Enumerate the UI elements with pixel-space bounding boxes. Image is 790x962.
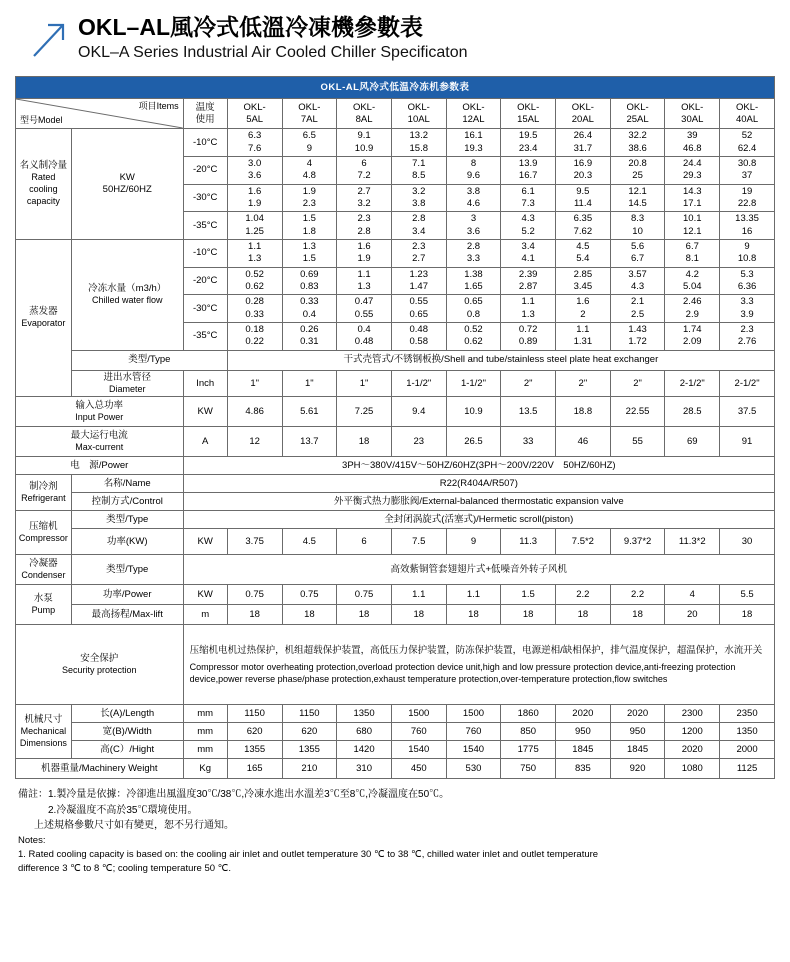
dim-height-15AL: 1775 <box>501 741 556 759</box>
model-col-8AL: OKL- 8AL <box>337 99 392 129</box>
diameter-20AL: 2" <box>556 370 611 397</box>
refrigerant-control-row <box>16 493 775 511</box>
input-power-40AL: 37.5 <box>720 397 775 427</box>
power-supply-row <box>16 457 775 475</box>
model-col-20AL: OKL- 20AL <box>556 99 611 129</box>
evap--10-7AL: 1.3 1.5 <box>282 239 337 267</box>
power-supply-value: 3PH～380V/415V～50HZ/60HZ(3PH～200V/220V 50HZ/60HZ) <box>183 457 774 475</box>
compressor-power-15AL: 11.3 <box>501 529 556 555</box>
dim-length-30AL: 2300 <box>665 705 720 723</box>
evap-diameter-row <box>16 370 775 397</box>
evap-type-label: 类型/Type <box>71 350 227 370</box>
refrigerant-name-value: R22(R404A/R507) <box>183 475 774 493</box>
dim-length-20AL: 2020 <box>556 705 611 723</box>
safety-text-cn: 压缩机电机过热保护，机组超载保护装置，高低压力保护装置，防冻保护装置，电源逆相/缺相保护，排气温度保护，超温保护，水流开关 <box>189 645 763 656</box>
evap--35-10AL: 0.48 0.58 <box>391 323 446 351</box>
pump-lift-30AL: 20 <box>665 605 720 625</box>
diameter-12AL: 1-1/2" <box>446 370 501 397</box>
dim-height-30AL: 2020 <box>665 741 720 759</box>
evap--20-20AL: 2.85 3.45 <box>556 267 611 295</box>
weight-40AL: 1125 <box>720 759 775 779</box>
cooling--35-30AL: 10.1 12.1 <box>665 212 720 240</box>
dim-length-10AL: 1500 <box>391 705 446 723</box>
pump-lift-8AL: 18 <box>337 605 392 625</box>
model-col-10AL: OKL- 10AL <box>391 99 446 129</box>
input-power-30AL: 28.5 <box>665 397 720 427</box>
evap--20-12AL: 1.38 1.65 <box>446 267 501 295</box>
cooling-temp--30: -30°C <box>183 184 227 212</box>
pump-power-unit: KW <box>183 585 227 605</box>
evap--30-40AL: 3.3 3.9 <box>720 295 775 323</box>
compressor-power-row <box>16 529 775 555</box>
evap--10-12AL: 2.8 3.3 <box>446 239 501 267</box>
dim-height-8AL: 1420 <box>337 741 392 759</box>
dim-height-row <box>16 741 775 759</box>
max-current-7AL: 13.7 <box>282 427 337 457</box>
pump-power-5AL: 0.75 <box>227 585 282 605</box>
diameter-5AL: 1" <box>227 370 282 397</box>
cooling-temp--35: -35°C <box>183 212 227 240</box>
note-line-1: 備註：1.製冷量是依據：冷卻進出風溫度30℃/38℃,冷凍水進出水溫差3℃至8℃,冷凝溫度在50℃。 <box>18 789 450 801</box>
evap--10-25AL: 5.6 6.7 <box>610 239 665 267</box>
weight-8AL: 310 <box>337 759 392 779</box>
dim-height-40AL: 2000 <box>720 741 775 759</box>
cooling--20-15AL: 13.9 16.7 <box>501 156 556 184</box>
cooling--20-8AL: 6 7.2 <box>337 156 392 184</box>
weight-25AL: 920 <box>610 759 665 779</box>
compressor-power-unit: KW <box>183 529 227 555</box>
input-power-row <box>16 397 775 427</box>
input-power-15AL: 13.5 <box>501 397 556 427</box>
diameter-25AL: 2" <box>610 370 665 397</box>
cooling--10-12AL: 16.1 19.3 <box>446 129 501 157</box>
model-header-row <box>16 99 775 129</box>
evap-type-row <box>16 350 775 370</box>
dim-height-name: 高(C）/Hight <box>71 741 183 759</box>
max-current-label: 最大运行电流 Max-current <box>16 427 184 457</box>
compressor-power-12AL: 9 <box>446 529 501 555</box>
dim-width-unit: mm <box>183 723 227 741</box>
refrigerant-control-label: 控制方式/Control <box>71 493 183 511</box>
cooling--10-40AL: 52 62.4 <box>720 129 775 157</box>
dim-length-unit: mm <box>183 705 227 723</box>
cooling--20-20AL: 16.9 20.3 <box>556 156 611 184</box>
compressor-power-20AL: 7.5*2 <box>556 529 611 555</box>
chilled-water-flow-label: 冷冻水量（m3/h） Chilled water flow <box>71 239 183 350</box>
pump-label: 水泵 Pump <box>16 585 72 625</box>
pump-lift-10AL: 18 <box>391 605 446 625</box>
weight-5AL: 165 <box>227 759 282 779</box>
cooling--35-8AL: 2.3 2.8 <box>337 212 392 240</box>
dim-width-name: 宽(B)/Width <box>71 723 183 741</box>
evap--10-30AL: 6.7 8.1 <box>665 239 720 267</box>
dim-length-5AL: 1150 <box>227 705 282 723</box>
cooling-temp--20: -20°C <box>183 156 227 184</box>
evap--35-25AL: 1.43 1.72 <box>610 323 665 351</box>
evap--20-15AL: 2.39 2.87 <box>501 267 556 295</box>
cooling--10-7AL: 6.5 9 <box>282 129 337 157</box>
cooling--35-15AL: 4.3 5.2 <box>501 212 556 240</box>
max-current-10AL: 23 <box>391 427 446 457</box>
compressor-power-8AL: 6 <box>337 529 392 555</box>
dim-width-20AL: 950 <box>556 723 611 741</box>
cooling--30-20AL: 9.5 11.4 <box>556 184 611 212</box>
compressor-power-7AL: 4.5 <box>282 529 337 555</box>
pump-power-row <box>16 585 775 605</box>
refrigerant-name-row <box>16 475 775 493</box>
pump-power-label: 功率/Power <box>71 585 183 605</box>
diameter-7AL: 1" <box>282 370 337 397</box>
compressor-power-25AL: 9.37*2 <box>610 529 665 555</box>
evap-temp--30: -30°C <box>183 295 227 323</box>
max-current-row <box>16 427 775 457</box>
compressor-label: 压缩机 Compressor <box>16 511 72 555</box>
weight-unit: Kg <box>183 759 227 779</box>
cooling--30-5AL: 1.6 1.9 <box>227 184 282 212</box>
pump-lift-20AL: 18 <box>556 605 611 625</box>
weight-15AL: 750 <box>501 759 556 779</box>
dim-width-15AL: 850 <box>501 723 556 741</box>
weight-20AL: 835 <box>556 759 611 779</box>
model-col-30AL: OKL- 30AL <box>665 99 720 129</box>
compressor-power-30AL: 11.3*2 <box>665 529 720 555</box>
max-current-12AL: 26.5 <box>446 427 501 457</box>
compressor-power-40AL: 30 <box>720 529 775 555</box>
pump-lift-5AL: 18 <box>227 605 282 625</box>
power-supply-label: 电 源/Power <box>16 457 184 475</box>
cooling--30-25AL: 12.1 14.5 <box>610 184 665 212</box>
cooling--20-5AL: 3.0 3.6 <box>227 156 282 184</box>
safety-content <box>183 625 774 705</box>
dim-width-25AL: 950 <box>610 723 665 741</box>
weight-12AL: 530 <box>446 759 501 779</box>
model-col-5AL: OKL- 5AL <box>227 99 282 129</box>
dim-width-row <box>16 723 775 741</box>
dim-length-40AL: 2350 <box>720 705 775 723</box>
evap--30-5AL: 0.28 0.33 <box>227 295 282 323</box>
pump-lift-row <box>16 605 775 625</box>
cooling--10-8AL: 9.1 10.9 <box>337 129 392 157</box>
evap--20-10AL: 1.23 1.47 <box>391 267 446 295</box>
pump-lift-25AL: 18 <box>610 605 665 625</box>
safety-label: 安全保护 Security protection <box>16 625 184 705</box>
weight-label: 机器重量/Machinery Weight <box>16 759 184 779</box>
evaporator-label: 蒸发器 Evaporator <box>16 239 72 397</box>
evap--30-8AL: 0.47 0.55 <box>337 295 392 323</box>
evap--10-40AL: 9 10.8 <box>720 239 775 267</box>
safety-row <box>16 625 775 705</box>
evap--20-25AL: 3.57 4.3 <box>610 267 665 295</box>
pump-lift-unit: m <box>183 605 227 625</box>
condenser-row <box>16 555 775 585</box>
evap--35-12AL: 0.52 0.62 <box>446 323 501 351</box>
note-line-2: 2.冷凝溫度不高於35℃環境使用。 <box>48 804 198 816</box>
cooling--30-15AL: 6.1 7.3 <box>501 184 556 212</box>
cooling--35-12AL: 3 3.6 <box>446 212 501 240</box>
arrow-up-right-icon <box>26 16 72 62</box>
dim-width-40AL: 1350 <box>720 723 775 741</box>
cooling--20-40AL: 30.8 37 <box>720 156 775 184</box>
max-current-30AL: 69 <box>665 427 720 457</box>
compressor-type-label: 类型/Type <box>71 511 183 529</box>
dim-length-name: 长(A)/Length <box>71 705 183 723</box>
diameter-8AL: 1" <box>337 370 392 397</box>
cooling--35-10AL: 2.8 3.4 <box>391 212 446 240</box>
evap--30-30AL: 2.46 2.9 <box>665 295 720 323</box>
cooling--20-30AL: 24.4 29.3 <box>665 156 720 184</box>
model-col-40AL: OKL- 40AL <box>720 99 775 129</box>
dim-width-8AL: 680 <box>337 723 392 741</box>
pump-power-30AL: 4 <box>665 585 720 605</box>
note-line-4: Notes: <box>18 834 46 846</box>
cooling--35-5AL: 1.04 1.25 <box>227 212 282 240</box>
evap-temp--35: -35°C <box>183 323 227 351</box>
cooling-row--10 <box>16 129 775 157</box>
cooling--10-10AL: 13.2 15.8 <box>391 129 446 157</box>
dim-height-25AL: 1845 <box>610 741 665 759</box>
pump-power-40AL: 5.5 <box>720 585 775 605</box>
evap--20-40AL: 5.3 6.36 <box>720 267 775 295</box>
page-title <box>72 14 468 64</box>
evap--30-12AL: 0.65 0.8 <box>446 295 501 323</box>
dim-height-7AL: 1355 <box>282 741 337 759</box>
banner-title: OKL-AL风冷式低温冷冻机参数表 <box>16 77 775 99</box>
weight-row <box>16 759 775 779</box>
cooling--20-10AL: 7.1 8.5 <box>391 156 446 184</box>
cooling--30-8AL: 2.7 3.2 <box>337 184 392 212</box>
max-current-unit: A <box>183 427 227 457</box>
note-line-3: 上述規格參數尺寸如有變更，恕不另行通知。 <box>34 820 234 832</box>
cooling--10-25AL: 32.2 38.6 <box>610 129 665 157</box>
diameter-10AL: 1-1/2" <box>391 370 446 397</box>
evap--10-20AL: 4.5 5.4 <box>556 239 611 267</box>
weight-7AL: 210 <box>282 759 337 779</box>
dim-height-12AL: 1540 <box>446 741 501 759</box>
pump-power-12AL: 1.1 <box>446 585 501 605</box>
pump-power-8AL: 0.75 <box>337 585 392 605</box>
cooling--10-20AL: 26.4 31.7 <box>556 129 611 157</box>
input-power-8AL: 7.25 <box>337 397 392 427</box>
cooling--35-40AL: 13.35 16 <box>720 212 775 240</box>
evap--35-7AL: 0.26 0.31 <box>282 323 337 351</box>
evap--20-8AL: 1.1 1.3 <box>337 267 392 295</box>
evap--35-15AL: 0.72 0.89 <box>501 323 556 351</box>
evap--10-5AL: 1.1 1.3 <box>227 239 282 267</box>
compressor-power-label: 功率(KW) <box>71 529 183 555</box>
diameter-label: 进出水管径 Diameter <box>71 370 183 397</box>
evap-temp--10: -10°C <box>183 239 227 267</box>
max-current-15AL: 33 <box>501 427 556 457</box>
pump-power-10AL: 1.1 <box>391 585 446 605</box>
dim-height-10AL: 1540 <box>391 741 446 759</box>
evap--10-15AL: 3.4 4.1 <box>501 239 556 267</box>
evap--30-25AL: 2.1 2.5 <box>610 295 665 323</box>
max-current-8AL: 18 <box>337 427 392 457</box>
input-power-12AL: 10.9 <box>446 397 501 427</box>
evap--20-30AL: 4.2 5.04 <box>665 267 720 295</box>
cooling--35-25AL: 8.3 10 <box>610 212 665 240</box>
input-power-unit: KW <box>183 397 227 427</box>
note-line-5: 1. Rated cooling capacity is based on: the cooling air inlet and outlet temperature 30 ℃ to 38 ℃, chilled water inlet and outlet temperature <box>18 849 599 861</box>
evap-row--10 <box>16 239 775 267</box>
cooling-unit: KW 50HZ/60HZ <box>71 129 183 240</box>
evap--35-8AL: 0.4 0.48 <box>337 323 392 351</box>
diameter-15AL: 2" <box>501 370 556 397</box>
dim-width-5AL: 620 <box>227 723 282 741</box>
cooling--20-7AL: 4 4.8 <box>282 156 337 184</box>
model-col-12AL: OKL- 12AL <box>446 99 501 129</box>
evap--35-40AL: 2.3 2.76 <box>720 323 775 351</box>
evap--35-30AL: 1.74 2.09 <box>665 323 720 351</box>
page-header <box>0 0 790 72</box>
max-current-25AL: 55 <box>610 427 665 457</box>
compressor-power-10AL: 7.5 <box>391 529 446 555</box>
safety-text-en: Compressor motor overheating protection,overload protection device unit,high and low pressure protection device,anti-freezing protection device,power reverse phase/phase protection,exhaust temperature protection,over-temperature protection,flow switches <box>189 661 736 685</box>
pump-lift-label: 最高扬程/Max-lift <box>71 605 183 625</box>
max-current-20AL: 46 <box>556 427 611 457</box>
corner-items-label: 项目Items <box>138 101 179 112</box>
evap--35-20AL: 1.1 1.31 <box>556 323 611 351</box>
refrigerant-name-label: 名称/Name <box>71 475 183 493</box>
input-power-20AL: 18.8 <box>556 397 611 427</box>
cooling--30-10AL: 3.2 3.8 <box>391 184 446 212</box>
evap--35-5AL: 0.18 0.22 <box>227 323 282 351</box>
pump-power-7AL: 0.75 <box>282 585 337 605</box>
input-power-25AL: 22.55 <box>610 397 665 427</box>
evap--20-5AL: 0.52 0.62 <box>227 267 282 295</box>
compressor-type-row <box>16 511 775 529</box>
cooling--30-12AL: 3.8 4.6 <box>446 184 501 212</box>
weight-10AL: 450 <box>391 759 446 779</box>
cooling--35-20AL: 6.35 7.62 <box>556 212 611 240</box>
notes-block <box>18 787 772 876</box>
max-current-40AL: 91 <box>720 427 775 457</box>
dim-length-12AL: 1500 <box>446 705 501 723</box>
specification-table <box>15 76 775 779</box>
evap--30-20AL: 1.6 2 <box>556 295 611 323</box>
model-col-25AL: OKL- 25AL <box>610 99 665 129</box>
dim-height-20AL: 1845 <box>556 741 611 759</box>
cooling--30-40AL: 19 22.8 <box>720 184 775 212</box>
evap-type-value: 干式壳管式/不锈钢板换/Shell and tube/stainless steel plate heat exchanger <box>227 350 774 370</box>
dim-height-5AL: 1355 <box>227 741 282 759</box>
dim-length-25AL: 2020 <box>610 705 665 723</box>
evap--10-8AL: 1.6 1.9 <box>337 239 392 267</box>
model-col-15AL: OKL- 15AL <box>501 99 556 129</box>
evap--30-15AL: 1.1 1.3 <box>501 295 556 323</box>
table-banner-row <box>16 77 775 99</box>
diameter-40AL: 2-1/2" <box>720 370 775 397</box>
condenser-type-label: 类型/Type <box>71 555 183 585</box>
note-line-6: difference 3 ℃ to 8 ℃; cooling temperature 50 ℃. <box>18 863 231 875</box>
pump-power-25AL: 2.2 <box>610 585 665 605</box>
diameter-unit: Inch <box>183 370 227 397</box>
corner-header <box>16 99 184 129</box>
title-cn: OKL–AL風冷式低溫冷凍機參數表 <box>78 14 423 40</box>
refrigerant-label: 制冷剂 Refrigerant <box>16 475 72 511</box>
input-power-label: 输入总功率 Input Power <box>16 397 184 427</box>
compressor-power-5AL: 3.75 <box>227 529 282 555</box>
cooling--10-15AL: 19.5 23.4 <box>501 129 556 157</box>
cooling--30-7AL: 1.9 2.3 <box>282 184 337 212</box>
pump-lift-7AL: 18 <box>282 605 337 625</box>
dim-length-15AL: 1860 <box>501 705 556 723</box>
pump-lift-15AL: 18 <box>501 605 556 625</box>
refrigerant-control-value: 外平衡式热力膨胀阀/External-balanced thermostatic expansion valve <box>183 493 774 511</box>
evap--10-10AL: 2.3 2.7 <box>391 239 446 267</box>
cooling-temp--10: -10°C <box>183 129 227 157</box>
pump-power-20AL: 2.2 <box>556 585 611 605</box>
cooling--20-25AL: 20.8 25 <box>610 156 665 184</box>
evap--30-10AL: 0.55 0.65 <box>391 295 446 323</box>
condenser-label: 冷凝器 Condenser <box>16 555 72 585</box>
dim-width-30AL: 1200 <box>665 723 720 741</box>
title-en: OKL–A Series Industrial Air Cooled Chiller Specificaton <box>78 44 468 62</box>
evap--20-7AL: 0.69 0.83 <box>282 267 337 295</box>
input-power-7AL: 5.61 <box>282 397 337 427</box>
corner-model-label: 型号Model <box>20 114 63 125</box>
cooling--35-7AL: 1.5 1.8 <box>282 212 337 240</box>
cooling--10-5AL: 6.3 7.6 <box>227 129 282 157</box>
pump-lift-12AL: 18 <box>446 605 501 625</box>
model-col-7AL: OKL- 7AL <box>282 99 337 129</box>
dim-length-7AL: 1150 <box>282 705 337 723</box>
pump-lift-40AL: 18 <box>720 605 775 625</box>
input-power-10AL: 9.4 <box>391 397 446 427</box>
dimensions-label: 机械尺寸 Mechanical Dimensions <box>16 705 72 759</box>
cooling--10-30AL: 39 46.8 <box>665 129 720 157</box>
cooling-capacity-label: 名义制冷量 Rated cooling capacity <box>16 129 72 240</box>
evap-temp--20: -20°C <box>183 267 227 295</box>
cooling--20-12AL: 8 9.6 <box>446 156 501 184</box>
dim-width-12AL: 760 <box>446 723 501 741</box>
compressor-type-value: 全封闭涡旋式(活塞式)/Hermetic scroll(piston) <box>183 511 774 529</box>
dim-length-row <box>16 705 775 723</box>
cooling--30-30AL: 14.3 17.1 <box>665 184 720 212</box>
temp-use-header: 温度 使用 <box>183 99 227 129</box>
evap--30-7AL: 0.33 0.4 <box>282 295 337 323</box>
condenser-type-value: 高效紫铜管套翅翅片式+低噪音外转子风机 <box>183 555 774 585</box>
max-current-5AL: 12 <box>227 427 282 457</box>
pump-power-15AL: 1.5 <box>501 585 556 605</box>
dim-height-unit: mm <box>183 741 227 759</box>
dim-width-7AL: 620 <box>282 723 337 741</box>
input-power-5AL: 4.86 <box>227 397 282 427</box>
weight-30AL: 1080 <box>665 759 720 779</box>
dim-length-8AL: 1350 <box>337 705 392 723</box>
diameter-30AL: 2-1/2" <box>665 370 720 397</box>
dim-width-10AL: 760 <box>391 723 446 741</box>
